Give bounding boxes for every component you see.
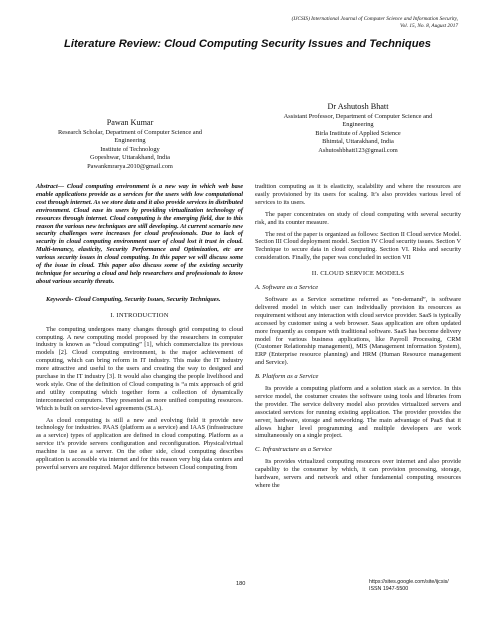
paragraph: The paper concentrates on study of cloud computing with several security risk, and its counter measure.: [255, 210, 461, 226]
author-affiliation: Assistant Professor, Department of Computer Science and: [283, 113, 433, 120]
author-block-1: [30, 117, 230, 171]
subsection-heading-iaas: C. Infrastructure as a Service: [255, 446, 332, 454]
subsection-heading-saas: A. Software as a Service: [255, 284, 319, 292]
author-name: Pawan Kumar: [106, 118, 154, 127]
abstract-text: Cloud computing environment is a new way in which web base enable applications provide as a services for the users with low computational cost through internet. As we store data and it also provide services in distributed environment. Cloud ease its users by providing virtualization technology of resources through internet. Cloud computing is the emerging field, due to this reason the various new techniques are still developing. At current scenario new security challenges were increases for cloud professionals. Due to lack of security in cloud computing environment user of cloud lost it trust in cloud. Multi-tenancy, elasticity, Security Performance and Optimization, etc are various security issues in cloud computing. In this paper we will discuss some of the issue in cloud. This paper also discuss some of the existing security technique for securing a cloud and help researchers and professionals to know about various security threats.: [36, 183, 243, 285]
page-number: 180: [236, 581, 246, 587]
journal-line-2: Vol. 15, No. 8, August 2017: [399, 22, 458, 29]
paragraph: As cloud computing is still a new and evolving field it provide new technology for industries. PAAS (platform as a service) and IAAS (infrastructure as a service) types of application are defined in cloud computing. Platform as a service it’s provide servers configuration and reconfiguration. Physical/virtual machine is use as a server. On the other side, cloud computing describes application is accessible via internet and for this reason very big data centers and powerful servers are required. Major difference between Cloud computing from: [36, 416, 243, 471]
abstract: [36, 183, 243, 286]
author-block-2: [248, 101, 468, 155]
author-affiliation: Engineering: [114, 137, 146, 145]
paragraph: tradition computing as it is elasticity, scalability and where the resources are easily provisioned by its users for scaling. It’s also provides various level of services to its users.: [255, 183, 461, 206]
left-column: [36, 183, 243, 476]
section-heading-service-models: II. CLOUD SERVICE MODELS: [311, 270, 405, 278]
journal-line-1: (IJCSIS) International Journal of Computer Science and Information Security,: [291, 16, 458, 22]
issn: ISSN 1947-5500: [369, 585, 409, 592]
keywords: Keywords- Cloud Computing, Security Issues, Security Techniques.: [46, 295, 221, 303]
paragraph: Its provides virtualized computing resources over internet and also provide capability to the consumer by which, it can provision processing, storage, hardware, servers and network and other fundamental computing resources where the: [255, 458, 461, 489]
author-affiliation: Research Scholar, Department of Computer Science and: [57, 129, 202, 136]
paragraph: Its provide a computing platform and a solution stack as a service. In this service model, the costumer creates the software using tools and libraries from the provider. The service delivery model also provides virtualized servers and associated services for running existing application. The provider provides the server, hardware, storage and networking. The main advantage of PaaS that it allows higher level programming and multiple developers are work simultaneously on a single project.: [255, 385, 461, 440]
journal-url[interactable]: https://sites.google.com/site/ijcsis/: [369, 579, 449, 585]
subsection-heading-paas: B. Platform as a Service: [255, 373, 319, 381]
paper-title: Literature Review: Cloud Computing Security Issues and Techniques: [64, 38, 431, 50]
section-heading-introduction: I. INTRODUCTION: [110, 311, 169, 319]
author-location: Bhimtal, Uttarakhand, India: [322, 138, 394, 146]
author-email: Pawankmrarya.2010@gmail.com: [87, 162, 173, 170]
author-affiliation: Engineering: [342, 121, 374, 129]
paragraph: Software as a Service sometime referred as “on-demand”, is software delivered model in which user can individually provision its resources as requirement without any interaction with cloud service provider. SaaS is typically accessed by customer using a web browser. Saas application are often updated more frequently as compare with traditional software. SaaS has become delivery model for various business applications, like Payroll Processing, CRM (Customer Relationship management), MIS (Management information System), ERP (Enterprise resource planning) and HRM (Human Resource management and Service).: [255, 295, 461, 367]
journal-header: [128, 16, 458, 29]
paragraph: The rest of the paper is organized as follows: Section II Cloud service Model. Section III Cloud deployment model. Section IV Cloud security issues. Section V Technique to secure data in cloud computing. Section VI. Risks and security consideration. Finally, the paper was concluded in section VII: [255, 230, 461, 262]
author-email: Ashutoshbhatt123@gmail.com: [318, 146, 398, 154]
author-location: Gopeshwar, Uttarakhand, India: [90, 154, 170, 162]
footer-info: [369, 579, 449, 592]
paragraph: The computing undergoes many changes through grid computing to cloud computing. A new computing model proposed by the researchers in computer industry is known as “cloud computing” [1], which commercialize its previous models [2]. Cloud computing environment, is the major achievement of computing, which can bring reform in IT industry. This make the IT industry more attractive and useful to the users and creating the way to designed and purchase in the IT industry [3]. It would also changing the people livelihood and work style. One of the definition of Cloud computing is “a mix approach of grid and utility computing which together form a collection of dynamically interconnected computers. They presented as more unified computing resources. Which is built on service-level agreements (SLA).: [36, 325, 243, 412]
author-affiliation: Institute of Technology: [100, 145, 160, 153]
author-affiliation: Birla Institute of Applied Science: [315, 129, 401, 137]
abstract-lead: Abstract—: [36, 183, 64, 190]
author-name: Dr Ashutosh Bhatt: [327, 102, 389, 111]
right-column: [255, 183, 461, 494]
